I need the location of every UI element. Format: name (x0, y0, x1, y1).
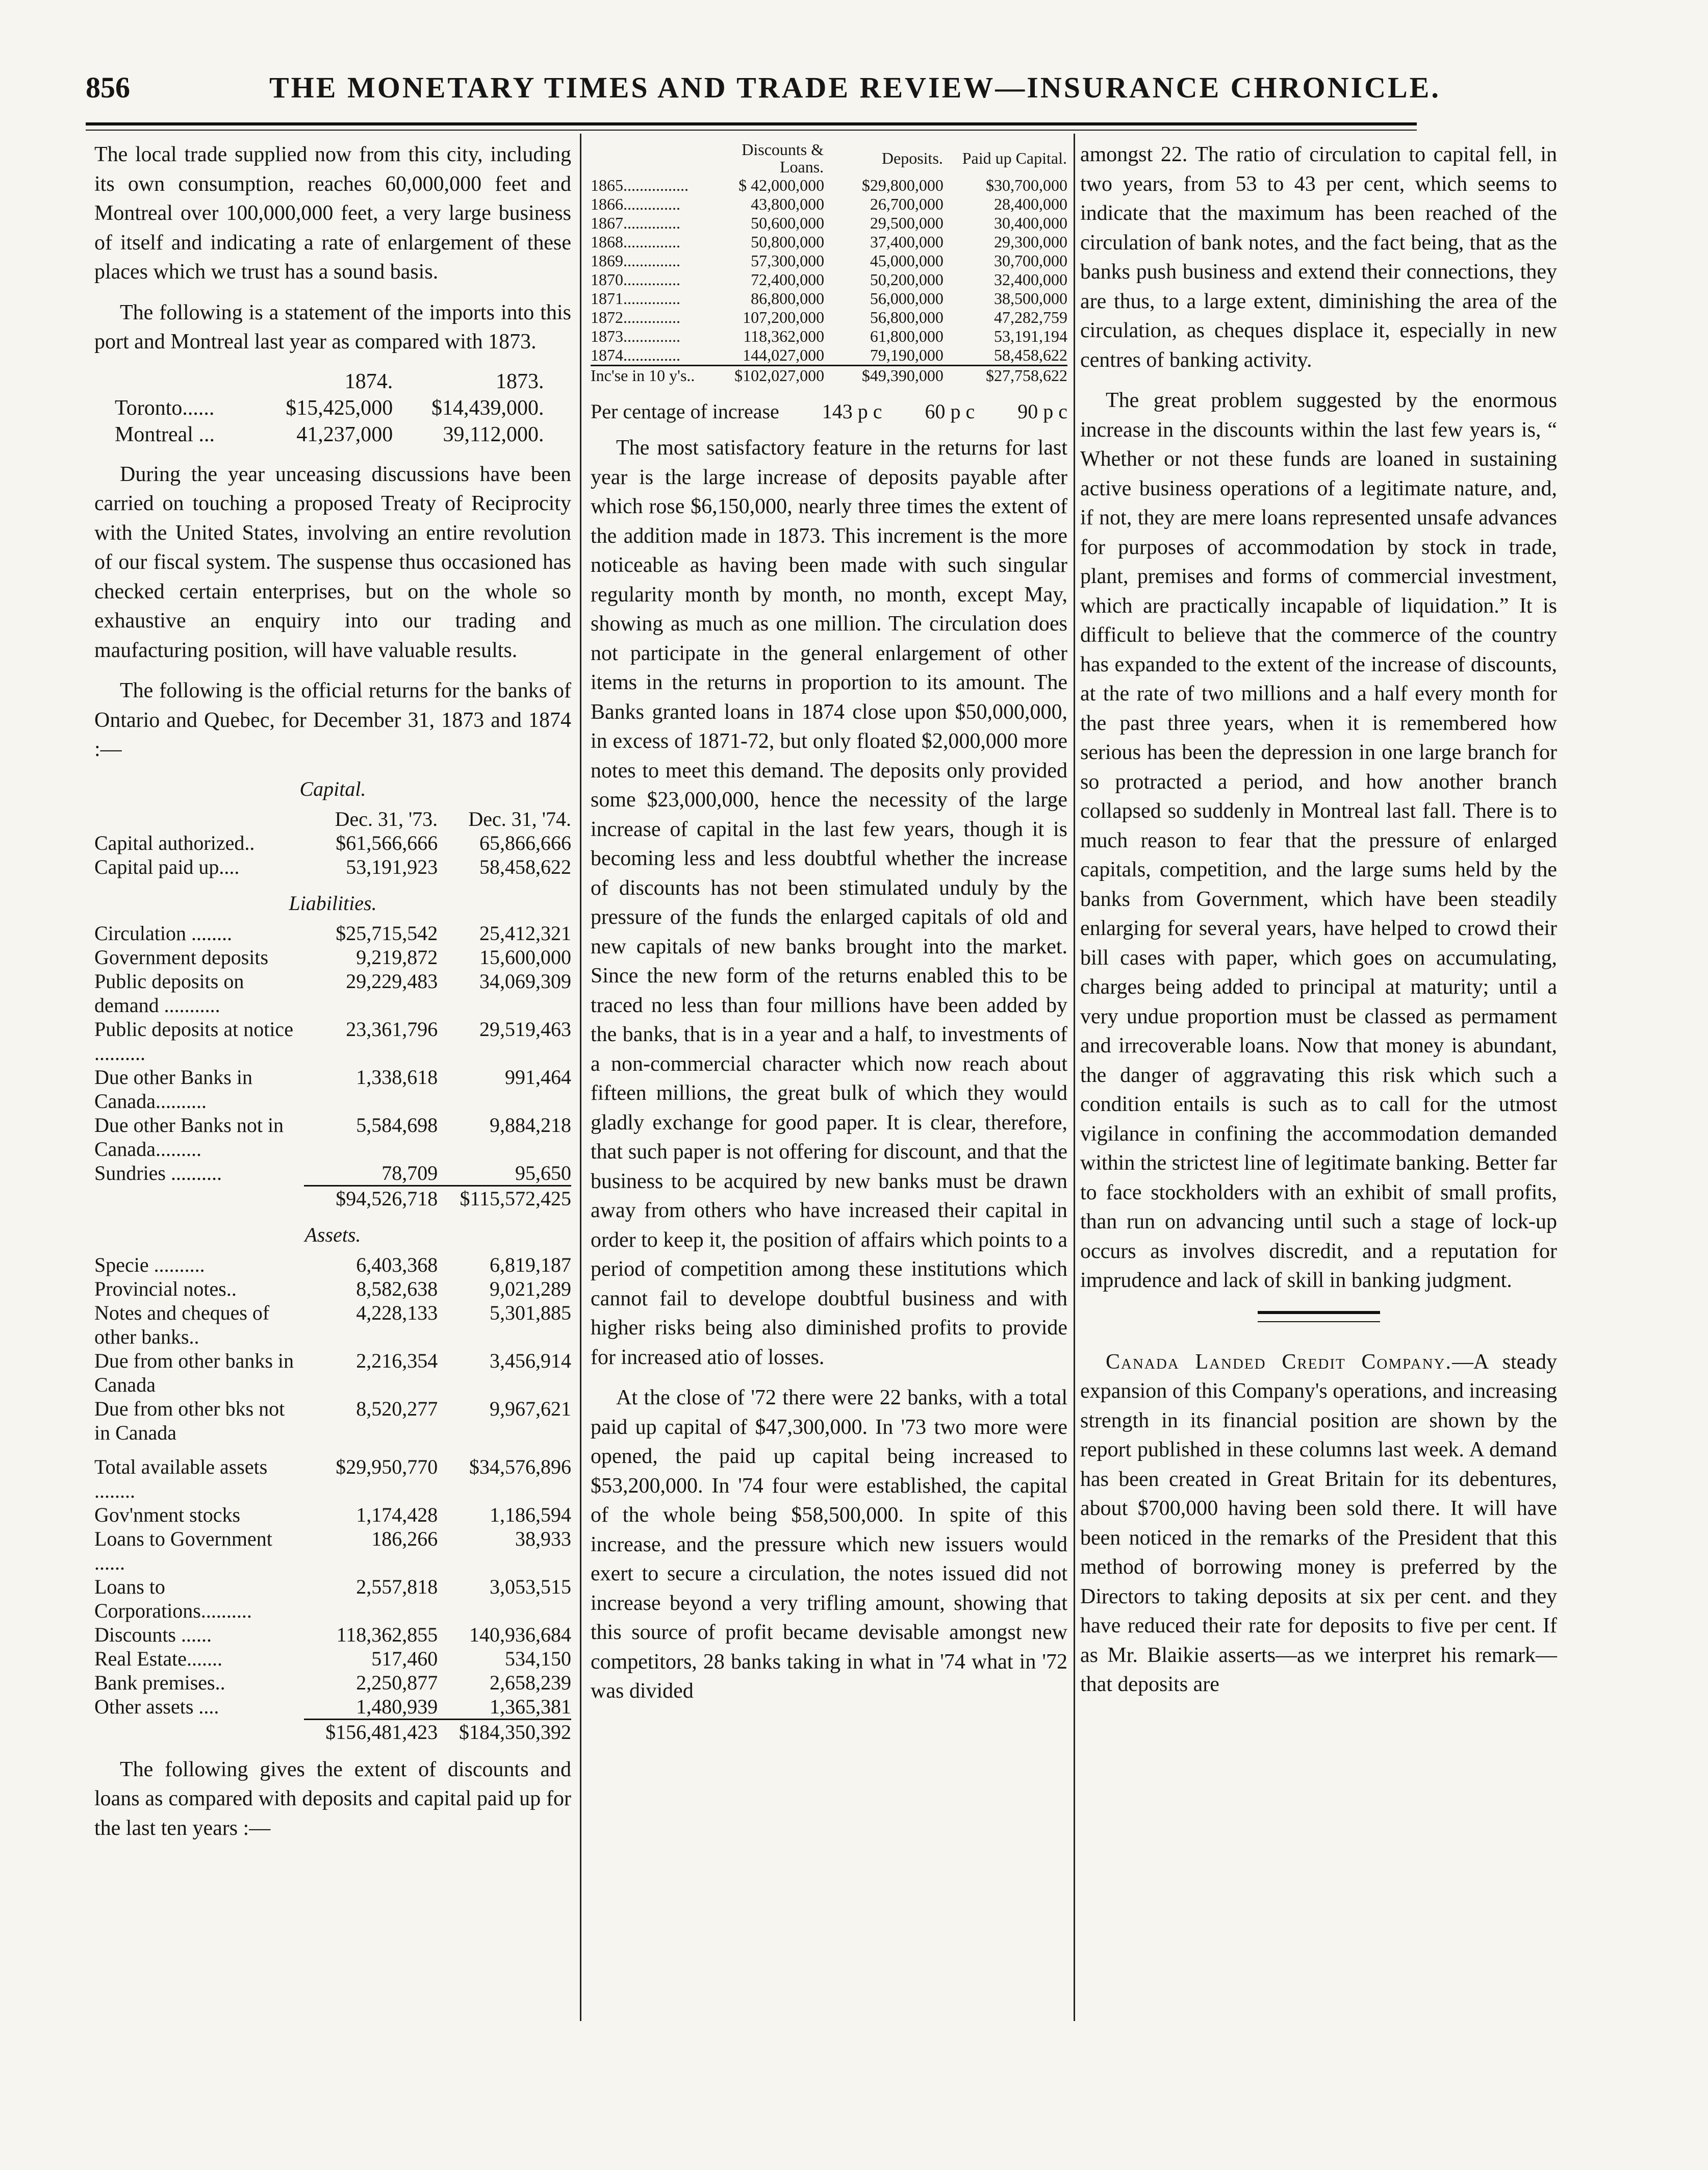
table-row (94, 945, 571, 969)
table-row (94, 1277, 571, 1301)
cell: 23,361,796 (346, 1017, 438, 1041)
row-label: Due other Banks in Canada.......... (94, 1065, 252, 1113)
paragraph (1080, 1348, 1557, 1700)
cell: $61,566,666 (336, 831, 438, 854)
cell: 5,301,885 (490, 1301, 571, 1324)
cell: 79,190,000 (870, 346, 944, 364)
table-row (94, 1065, 571, 1113)
paragraph: At the close of '72 there were 22 banks, with a total paid up capital of $47,300,000. In '73 two more were opened, the paid up capital being increased to $53,200,000. In '74 four were established, the capital of the whole being $58,500,000. In spite of this increase, and the pressure which new issuers would exert to secure a circulation, the notes issued did not increase beyond a very trifling amount, showing that this source of profit became devisable amongst new competitors, 28 banks taking in what in '74 what in '72 was divided (591, 1386, 1067, 1703)
cell: 4,228,133 (356, 1301, 438, 1324)
cell: 60 p c (925, 400, 975, 423)
table-row (94, 1253, 571, 1277)
cell: 8,520,277 (356, 1397, 438, 1420)
paragraph: The following is the official returns for the banks of Ontario and Quebec, for December 31, 1873 and 1874 :— (94, 679, 571, 761)
cell: 58,458,622 (479, 855, 571, 878)
cell: 34,069,309 (479, 969, 571, 993)
cell: 50,600,000 (751, 214, 825, 232)
table-row (115, 395, 544, 421)
row-label: Capital authorized.. (94, 831, 255, 854)
cell: 9,021,289 (490, 1277, 571, 1300)
column-3 (1080, 140, 1557, 1711)
cell: 72,400,000 (751, 270, 825, 289)
cell: 1,480,939 (356, 1695, 438, 1718)
cell: 38,500,000 (994, 289, 1067, 308)
row-label: Loans to Government ...... (94, 1527, 272, 1574)
cell: 90 p c (1017, 400, 1067, 423)
table-row (94, 1349, 571, 1397)
row-label: Due from other bks not in Canada (94, 1397, 285, 1444)
cell: 26,700,000 (870, 195, 944, 213)
paragraph: amongst 22. The ratio of circulation to capital fell, in two years, from 53 to 43 per cent, which seems to indicate that the maximum has been reached of the circulation of bank notes, and the fact being, that as the banks push business and extend their connections, they are thus, to a large extent, diminishing the area of the circulation, as cheques displace it, especially in new centres of banking activity. (1080, 143, 1557, 372)
cell: 56,000,000 (870, 289, 944, 308)
cell: 32,400,000 (994, 270, 1067, 289)
row-label: 1871.............. (591, 289, 680, 308)
cell: 30,700,000 (994, 251, 1067, 270)
table-row (94, 1301, 571, 1349)
row-label: Total available assets ........ (94, 1455, 268, 1502)
cell: 1,338,618 (356, 1065, 438, 1089)
table-row (591, 233, 1067, 251)
cell: 45,000,000 (870, 251, 944, 270)
table-row (591, 346, 1067, 366)
percentage-row (591, 399, 1067, 423)
row-label: Circulation ........ (94, 921, 232, 945)
column-divider (580, 134, 581, 2021)
cell: 78,709 (381, 1161, 438, 1184)
table-row (94, 1455, 571, 1503)
page-number: 856 (86, 71, 130, 104)
row-label: 1866.............. (591, 195, 680, 213)
cell: 144,027,000 (743, 346, 825, 364)
cell: 1,365,381 (490, 1695, 571, 1718)
column-2 (591, 140, 1067, 1718)
row-label: 1868.............. (591, 233, 680, 251)
section-divider (1258, 1311, 1380, 1322)
cell: 50,200,000 (870, 270, 944, 289)
cell: $27,758,622 (944, 366, 1067, 386)
cell: 2,216,354 (356, 1349, 438, 1372)
table-row (591, 214, 1067, 233)
row-label: Provincial notes.. (94, 1277, 237, 1300)
table-row (591, 270, 1067, 289)
cell: 29,300,000 (994, 233, 1067, 251)
cell: 39,112,000. (443, 422, 544, 446)
table-row (591, 195, 1067, 214)
row-label: 1872.............. (591, 308, 680, 326)
table-row (94, 921, 571, 945)
cell: 28,400,000 (994, 195, 1067, 213)
cell: 37,400,000 (870, 233, 944, 251)
column-divider (1074, 134, 1075, 2021)
cell: 143 p c (822, 400, 882, 423)
masthead-title: THE MONETARY TIMES AND TRADE REVIEW—INSURANCE CHRONICLE. (269, 71, 1441, 104)
row-label: Gov'nment stocks (94, 1503, 241, 1526)
cell: 8,582,638 (356, 1277, 438, 1300)
cell: $30,700,000 (986, 176, 1067, 194)
cell: 38,933 (515, 1527, 571, 1550)
table-row (94, 1161, 571, 1186)
column-header: 1874. (344, 369, 393, 393)
column-1 (94, 140, 571, 1854)
total-cell: $156,481,423 (304, 1719, 438, 1744)
cell: 41,237,000 (296, 422, 393, 446)
paragraph: The local trade supplied now from this city, including its own consumption, reaches 60,000,000 feet and Montreal over 100,000,000 feet, a very large business of itself and indicating a rate of enlargement of these places which we trust has a sound basis. (94, 143, 571, 284)
row-label: Due from other banks in Canada (94, 1349, 294, 1396)
page-header (86, 66, 1441, 112)
table-row (94, 1671, 571, 1695)
table-row (115, 421, 544, 448)
row-label: 1874.............. (591, 346, 680, 364)
row-label: Specie .......... (94, 1253, 205, 1276)
returns-table (94, 807, 571, 879)
cell: 61,800,000 (870, 327, 944, 345)
cell: $25,715,542 (336, 921, 438, 945)
row-label: 1873.............. (591, 327, 680, 345)
cell: 6,403,368 (356, 1253, 438, 1276)
cell: 15,600,000 (479, 945, 571, 969)
cell: 186,266 (371, 1527, 438, 1550)
cell: 2,557,818 (356, 1575, 438, 1598)
row-label: Real Estate....... (94, 1647, 223, 1670)
table-row (94, 1017, 571, 1065)
row-label: Notes and cheques of other banks.. (94, 1301, 270, 1348)
section-caption: Liabilities. (289, 891, 377, 915)
table-row (94, 1647, 571, 1671)
cell: 9,219,872 (356, 945, 438, 969)
column-header: Dec. 31, '73. (335, 807, 438, 830)
cell: 9,884,218 (490, 1113, 571, 1137)
cell: $14,439,000. (431, 396, 544, 420)
cell: 517,460 (371, 1647, 438, 1670)
cell: $102,027,000 (710, 366, 824, 386)
cell: 3,456,914 (490, 1349, 571, 1372)
column-header: Deposits. (881, 149, 943, 167)
table-row (94, 1113, 571, 1161)
row-label: 1870.............. (591, 270, 680, 289)
section-caption: Capital. (299, 777, 366, 800)
table-row (94, 1397, 571, 1445)
table-row (591, 176, 1067, 195)
column-header: Dec. 31, '74. (468, 807, 571, 830)
cell: 56,800,000 (870, 308, 944, 326)
cell: 57,300,000 (751, 251, 825, 270)
cell: 53,191,194 (994, 327, 1067, 345)
table-row (94, 831, 571, 855)
cell: $15,425,000 (286, 396, 393, 420)
cell: 6,819,187 (490, 1253, 571, 1276)
cell: 65,866,666 (479, 831, 571, 854)
cell: 107,200,000 (743, 308, 825, 326)
cell: 2,250,877 (356, 1671, 438, 1694)
row-label: Loans to Corporations.......... (94, 1575, 252, 1622)
row-label: 1869.............. (591, 251, 680, 270)
table-row (591, 327, 1067, 346)
article-text: —A steady expansion of this Company's operations, and increasing strength in its financial position are shown by the report published in these columns last week. A demand has been created in Great Britain for its debentures, about $700,000 having been sold there. It will have been noticed in the remarks of the President that this method of borrowing money is preferred by the Directors to taking deposits at six per cent. and they have reduced their rate for deposits to five per cent. If as Mr. Blaikie asserts—as we interpret his remark—that deposits are (1080, 1350, 1558, 1696)
paragraph: The following gives the extent of discounts and loans as compared with deposits and capital paid up for the last ten years :— (94, 1757, 571, 1840)
total-cell: $115,572,425 (438, 1185, 571, 1210)
table-row (591, 251, 1067, 270)
imports-table (115, 368, 544, 448)
cell: 25,412,321 (479, 921, 571, 945)
row-label: Inc'se in 10 y's.. (591, 366, 710, 386)
cell: 50,800,000 (751, 233, 825, 251)
cell: 5,584,698 (356, 1113, 438, 1137)
cell: 3,053,515 (490, 1575, 571, 1598)
paragraph: The following is a statement of the imports into this port and Montreal last year as compared with 1873. (94, 300, 571, 354)
row-label: Per centage of increase (591, 400, 779, 423)
table-row (94, 1575, 571, 1623)
cell: 53,191,923 (346, 855, 438, 878)
cell: 86,800,000 (751, 289, 825, 308)
cell: 1,186,594 (490, 1503, 571, 1526)
discounts-table (591, 140, 1067, 385)
paragraph: The great problem suggested by the enormous increase in the discounts within the last few years is, “ Whether or not these funds are loaned in sustaining active business operations of a legitimate nature, and, if not, they are mere loans represented unsafe advances for purposes of accommodation by stock in trade, plant, premises and forms of commercial investment, which are practically incapable of liquidation.” It is difficult to believe that the commerce of the country has expanded to the extent of the increase of discounts, at the rate of two millions and a half every month for the past three years, when it is remembered how serious has been the depression in one large branch for so protracted a period, and how another branch collapsed so suddenly in Montreal last fall. There is to much reason to fear that the pressure of enlarged capitals, competition, and the large sums held by the banks from Government, which have been steadily enlarging for several years, have helped to crowd their bill cases with paper, which goes on accumulating, charges being added to principal at maturity; until a very undue proportion must be classed as permament and irrecoverable loans. Now that money is abundant, the danger of aggravating this risk which such a condition entails is such as to call for the utmost vigilance in confining the accommodation demanded within the strictest line of legitimate banking. Better far to face stockholders with an exhibit of small profits, than run on advancing until such a stage of lock-up occurs as involves discredit, and a reputation for imprudence and lack of skill in banking judgment. (1080, 389, 1557, 1292)
returns-table (94, 921, 571, 1210)
cell: 58,458,622 (994, 346, 1067, 364)
bank-returns (94, 777, 571, 1744)
cell: 29,519,463 (479, 1017, 571, 1041)
section-caption: Assets. (304, 1223, 361, 1246)
cell: 95,650 (515, 1161, 571, 1184)
paragraph: During the year unceasing discussions have been carried on touching a proposed Treaty of Reciprocity with the United States, involving an entire revolution of our fiscal system. The suspense thus occasioned has checked certain enterprises, but on the whole so exhaustive an enquiry into our trading and maufacturing position, will have valuable results. (94, 462, 571, 662)
total-cell: $184,350,392 (438, 1719, 571, 1744)
cell: 2,658,239 (490, 1671, 571, 1694)
cell: 29,500,000 (870, 214, 944, 232)
header-rule-thin (86, 130, 1417, 131)
cell: 47,282,759 (994, 308, 1067, 326)
article-heading: Canada Landed Credit Company. (1106, 1350, 1452, 1374)
column-header: Paid up Capital. (962, 149, 1067, 167)
table-row (94, 1527, 571, 1575)
row-label: Sundries .......... (94, 1161, 222, 1184)
table-row (94, 969, 571, 1017)
table-row (591, 289, 1067, 308)
cell: 991,464 (505, 1065, 571, 1089)
paragraph: The most satisfactory feature in the returns for last year is the large increase of deposits payable after which rose $6,150,000, nearly three times the extent of the addition made in 1873. This increment is the more noticeable as having been made with such singular regularity month by month, no month, except May, showing as much as one million. The circulation does not participate in the general enlargement of other items in the returns in proportion to its amount. The Banks granted loans in 1874 close upon $50,000,000, in excess of 1871-72, but only floated $2,000,000 more notes to meet this demand. The deposits only provided some $23,000,000, hence the necessity of the large increase of capital in the last few years, though it is becoming less and less doubtful whether the increase of discounts has not been stimulated unduly by the pressure of the funds the enlarged capitals of old and new capitals of new banks brought into the market. Since the new form of the returns enabled this to be traced no less than four millions have been added by the banks, that is in a year and a half, to investments of a non-commercial character which now reach about fifteen millions, the great bulk of which they would gladly exchange for good paper. It is clear, therefore, that such paper is not offering for discount, and that the business to be acquired by new banks must be drawn away from others who have increased their capital in order to keep it, the position of affairs which points to a period of competition among these institutions which cannot fail to develope doubtful business and with higher risks being also diminished profits to provide for increased atio of losses. (591, 436, 1067, 1369)
row-label: Toronto...... (115, 396, 215, 420)
table-row (591, 308, 1067, 327)
row-label: Montreal ... (115, 422, 215, 446)
table-row (94, 1695, 571, 1720)
cell: $ 42,000,000 (738, 176, 825, 194)
cell: 118,362,000 (743, 327, 825, 345)
cell: 30,400,000 (994, 214, 1067, 232)
row-label: 1867.............. (591, 214, 680, 232)
table-row (94, 1623, 571, 1647)
cell: 534,150 (505, 1647, 571, 1670)
cell: $29,950,770 (336, 1455, 438, 1478)
row-label: Public deposits on demand ........... (94, 969, 244, 1017)
cell: 43,800,000 (751, 195, 825, 213)
table-row (94, 855, 571, 879)
row-label: Other assets .... (94, 1695, 219, 1718)
row-label: Government deposits (94, 945, 269, 969)
cell: 140,936,684 (469, 1623, 571, 1646)
cell: 118,362,855 (336, 1623, 438, 1646)
cell: 29,229,483 (346, 969, 438, 993)
row-label: Bank premises.. (94, 1671, 225, 1694)
cell: 1,174,428 (356, 1503, 438, 1526)
column-header: Discounts & Loans. (742, 140, 824, 176)
column-header: 1873. (496, 369, 544, 393)
cell: $29,800,000 (861, 176, 944, 194)
returns-table (94, 1253, 571, 1744)
table-row (94, 1503, 571, 1527)
row-label: 1865................ (591, 176, 689, 194)
header-rule (86, 122, 1417, 125)
row-label: Public deposits at notice .......... (94, 1017, 293, 1065)
cell: $49,390,000 (824, 366, 944, 386)
row-label: Capital paid up.... (94, 855, 240, 878)
row-label: Discounts ...... (94, 1623, 212, 1646)
cell: 9,967,621 (490, 1397, 571, 1420)
row-label: Due other Banks not in Canada......... (94, 1113, 284, 1160)
total-cell: $94,526,718 (304, 1185, 438, 1210)
cell: $34,576,896 (469, 1455, 571, 1478)
